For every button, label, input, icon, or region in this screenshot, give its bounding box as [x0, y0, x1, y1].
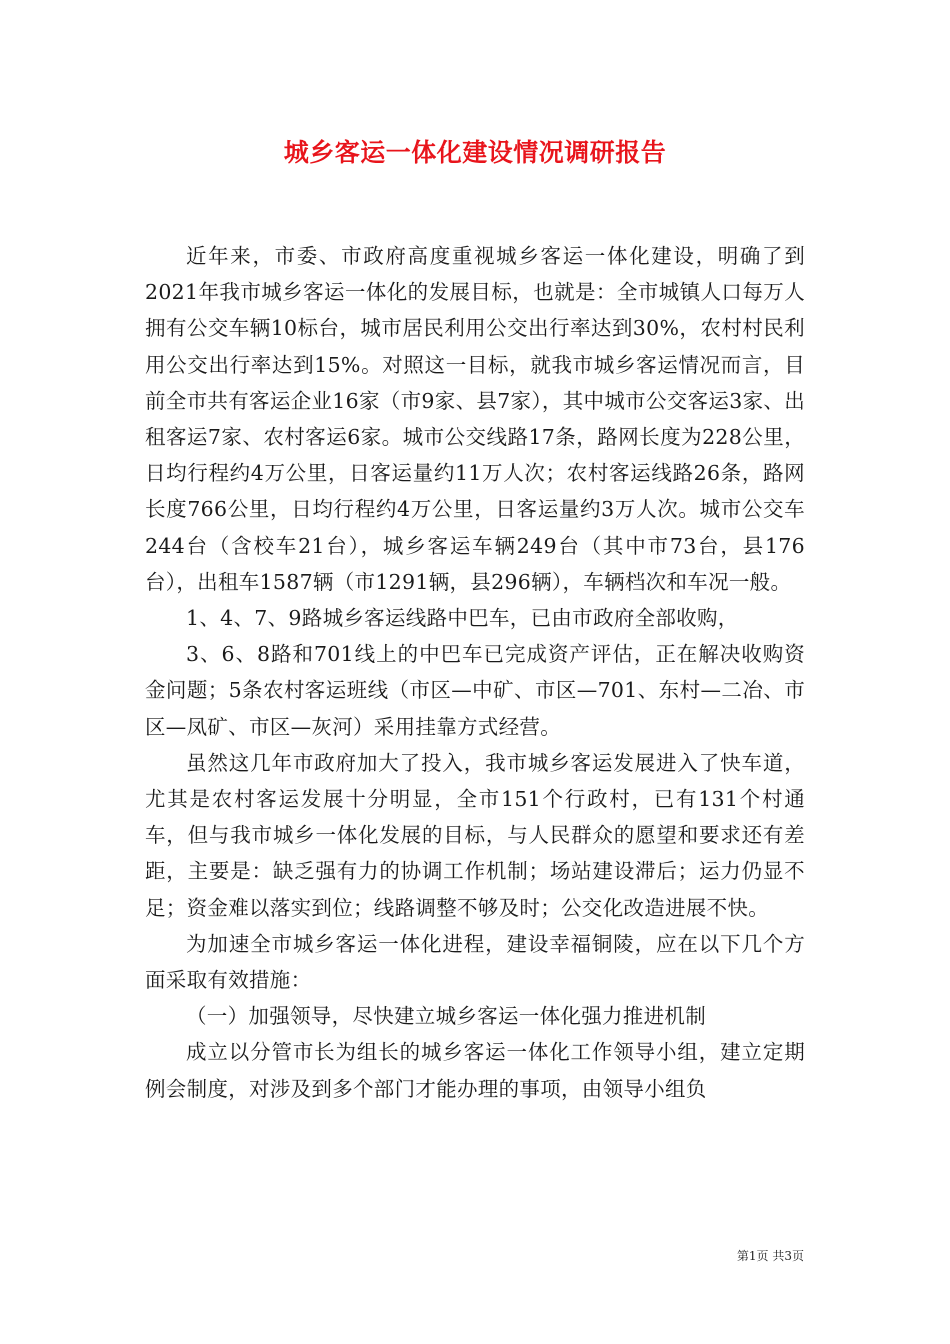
paragraph-leadership: 成立以分管市长为组长的城乡客运一体化工作领导小组，建立定期例会制度，对涉及到多个部门才能办理的事项，由领导小组负 [145, 1040, 805, 1101]
section-heading-1: （一）加强领导，尽快建立城乡客运一体化强力推进机制 [186, 1004, 706, 1029]
paragraph-measures-intro: 为加速全市城乡客运一体化进程，建设幸福铜陵，应在以下几个方面采取有效措施： [145, 931, 805, 993]
paragraph-problems: 虽然这几年市政府加大了投入，我市城乡客运发展进入了快车道，尤其是农村客运发展十分明显，全市151个行政村，已有131个村通车，但与我市城乡一体化发展的目标，与人民群众的愿望和要求还有差距，主要是：缺乏强有力的协调工作机制；场站建设滞后；运力仍显不足；资金难以落实到位；线路调整不够及时；公交化改造进展不快。 [145, 750, 805, 920]
paragraph-intro: 近年来，市委、市政府高度重视城乡客运一体化建设，明确了到2021年我市城乡客运一体化的发展目标，也就是：全市城镇人口每万人拥有公交车辆10标台，城市居民利用公交出行率达到30%，农村村民利用公交出行率达到15%。对照这一目标，就我市城乡客运情况而言，目前全市共有客运企业16家（市9家、县7家），其中城市公交客运3家、出租客运7家、农村客运6家。城市公交线路17条，路网长度为228公里，日均行程约4万公里，日客运量约11万人次；农村客运线路26条，路网长度766公里，日均行程约4万公里，日客运量约3万人次。城市公交车244台（含校车21台），城乡客运车辆249台（其中市73台，县176台），出租车1587辆（市1291辆，县296辆），车辆档次和车况一般。 [145, 244, 805, 594]
paragraph-routes-assessment: 3、6、8路和701线上的中巴车已完成资产评估，正在解决收购资金问题；5条农村客运班线（市区—中矿、市区—701、东村—二冶、市区—凤矿、市区—灰河）采用挂靠方式经营。 [145, 642, 805, 739]
paragraph-routes-purchased: 1、4、7、9路城乡客运线路中巴车，已由市政府全部收购， [186, 606, 739, 631]
document-body [145, 238, 805, 1107]
page-number-footer: 第1页 共3页 [736, 1249, 804, 1263]
document-title: 城乡客运一体化建设情况调研报告 [283, 138, 667, 167]
